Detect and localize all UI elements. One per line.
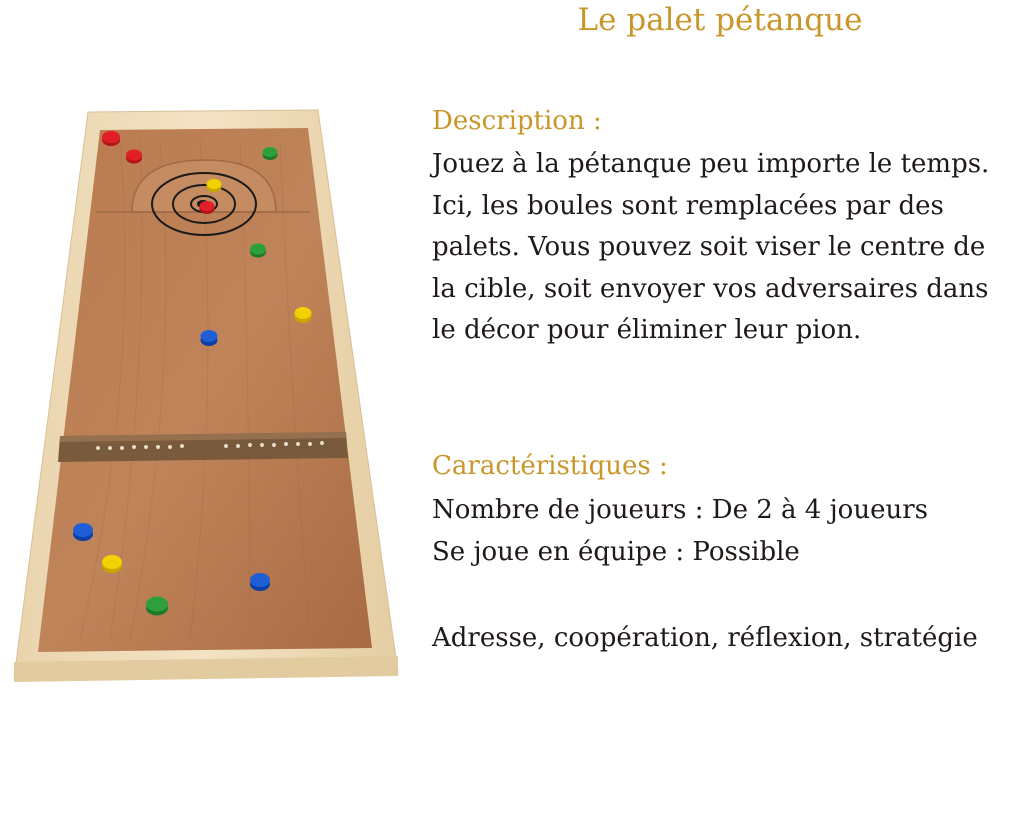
skills-list: Adresse, coopération, réflexion, stratégie <box>432 623 978 653</box>
puck-green-2 <box>250 244 266 258</box>
description-heading: Description : <box>432 106 602 136</box>
puck-green-1 <box>263 147 278 160</box>
puck-yellow-1 <box>207 179 222 192</box>
game-board-image <box>0 0 420 700</box>
puck-green-3 <box>146 597 168 616</box>
puck-red-2 <box>126 150 142 164</box>
team-play: Se joue en équipe : Possible <box>432 537 800 567</box>
puck-blue-3 <box>250 573 270 591</box>
puck-red-3 <box>200 201 215 214</box>
puck-red-1 <box>102 131 120 146</box>
page-title: Le palet pétanque <box>577 2 863 38</box>
characteristics-heading: Caractéristiques : <box>432 451 668 481</box>
puck-blue-1 <box>201 330 218 346</box>
puck-blue-2 <box>73 523 93 541</box>
description-text: Jouez à la pétanque peu importe le temps. Ici, les boules sont remplacées par des palets. Vous pouvez soit viser le centre de la cible, soit envoyer vos adversaires dans le décor pour éliminer leur pion. <box>432 149 990 345</box>
puck-yellow-3 <box>102 555 122 573</box>
players-count: Nombre de joueurs : De 2 à 4 joueurs <box>432 495 928 525</box>
puck-yellow-2 <box>295 307 312 323</box>
